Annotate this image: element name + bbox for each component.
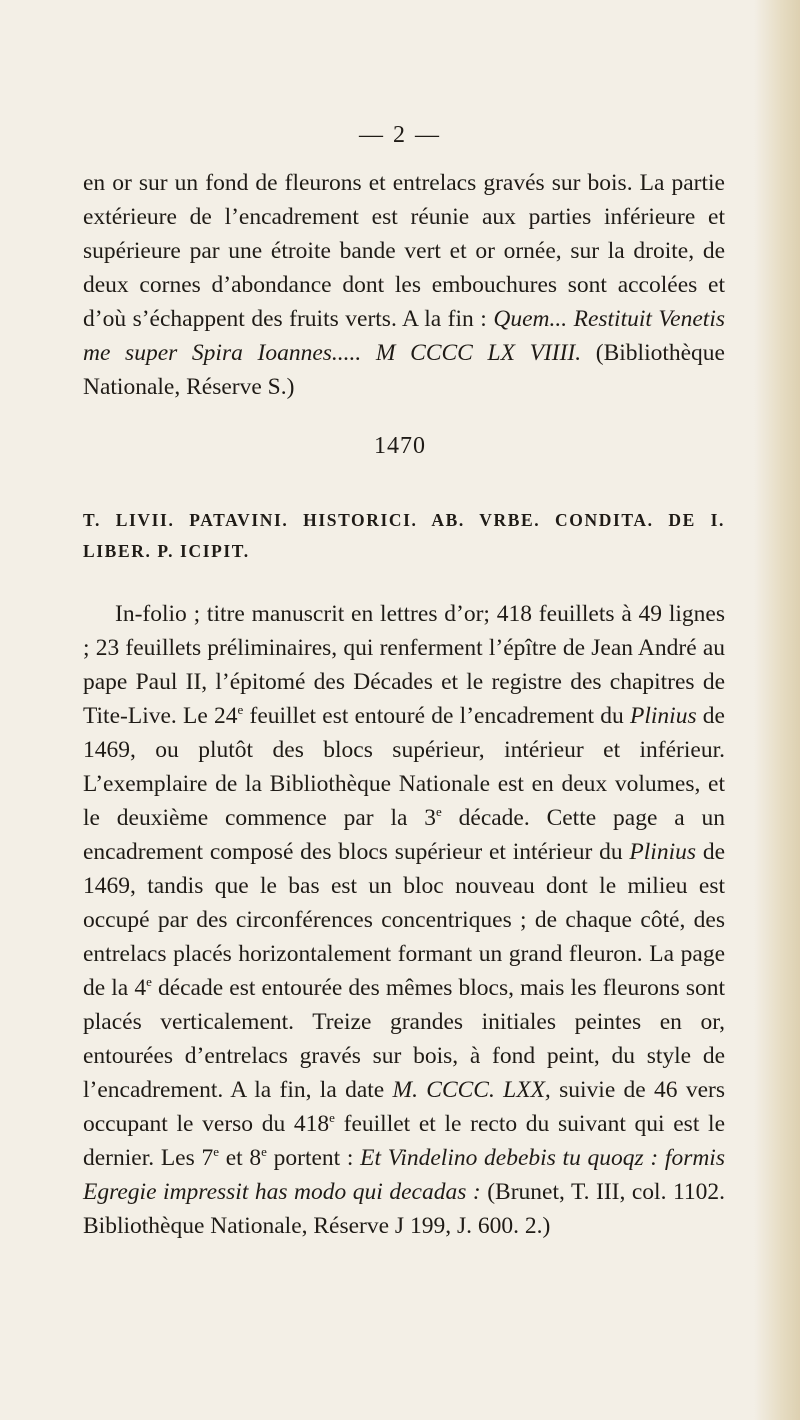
text-run: feuillet est entouré de l’encadrement du [243, 703, 630, 729]
library-citation: (Bibliothèque Nationale, Réserve S.) [83, 340, 725, 400]
superscript: e [261, 1144, 267, 1159]
superscript: e [436, 804, 442, 819]
text-run: décade est entourée des mêmes blocs, mais les fleurons sont placés verticalement. Treize grandes initiales peintes en or, entourées d’entrelacs gravés sur bois, à fond peint, du style de l’encadrement. A la fin, la date [83, 975, 726, 1103]
paragraph-description-1469 [83, 166, 725, 404]
superscript: e [237, 702, 244, 717]
italic-quote: Et Vindelino debebis tu quoqz : formis Egregie impressit has modo qui decadas : [83, 1145, 725, 1205]
year-heading: 1470 [374, 433, 426, 459]
text-run: suivie de 46 vers occupant le verso du 418 [83, 1077, 725, 1137]
text-run: de 1469, tandis que le bas est un bloc nouveau dont le milieu est occupé par des circonférences concentriques ; de chaque côté, des entrelacs placés horizontalement formant un grand fleuron. La page de la 4 [83, 839, 725, 1001]
text-run: décade. Cette page a un encadrement composé des blocs supérieur et intérieur du [83, 805, 725, 865]
italic-term: Plinius [629, 839, 697, 865]
text-run: feuillet et le recto du suivant qui est le dernier. Les 7 [83, 1111, 726, 1171]
text-run: (Brunet, T. III, col. 1102. Bibliothèque Nationale, Réserve J 199, J. 600. 2.) [83, 1179, 725, 1239]
text-run: et 8 [219, 1145, 262, 1171]
superscript: e [213, 1144, 219, 1159]
paragraph-lead: en or sur un fond de fleurons et entrelacs gravés sur bois. La partie extérieure de l’encadrement est réunie aux parties inférieure et supérieure par une étroite bande vert et or ornée, sur la droite, de deux cornes d’abondance dont les embouchures sont accolées et d’où s’échappent des fruits verts. A la fin : [83, 170, 725, 332]
superscript: e [146, 974, 152, 989]
page-number: — 2 — [359, 122, 441, 148]
superscript: e [329, 1110, 335, 1125]
text-run: portent : [266, 1145, 361, 1171]
incipit-title: T. LIVII. PATAVINI. HISTORICI. AB. VRBE. CONDITA. DE I. LIBER. P. ICIPIT. [83, 510, 725, 561]
paragraph-text [83, 166, 725, 404]
text-run: de 1469, ou plutôt des blocs supérieur, intérieur et inférieur. L’exemplaire de la Bibliothèque Nationale est en deux volumes, et le deuxième commence par la 3 [83, 703, 725, 831]
italic-term: Plinius [630, 703, 697, 729]
colophon-quote: Quem... Restituit Venetis me super Spira Ioannes..... M CCCC LX VIIII. [83, 306, 725, 366]
text-run: In-folio ; titre manuscrit en lettres d’or; 418 feuillets à 49 lignes ; 23 feuillets préliminaires, qui renferment l’épître de Jean André au pape Paul II, l’épitomé des Décades et le registre des chapitres de Tite-Live. Le 24 [83, 601, 725, 729]
paragraph-description-1470 [83, 597, 725, 1243]
italic-date: M. CCCC. LXX, [392, 1077, 551, 1103]
paragraph-text [83, 597, 725, 1243]
